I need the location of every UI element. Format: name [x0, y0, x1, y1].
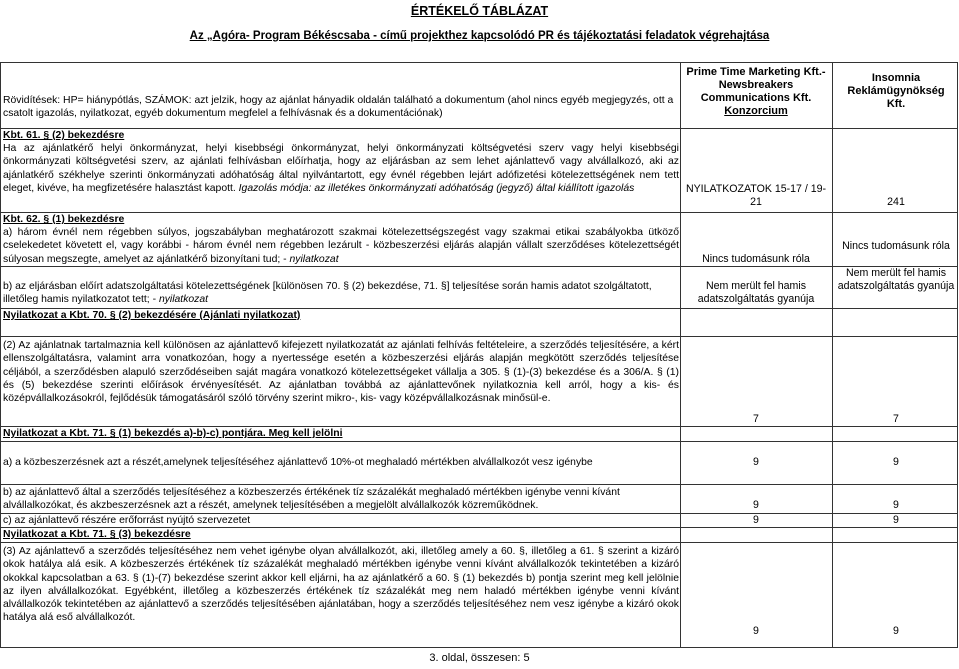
cell-value-bidder-2: 9 — [893, 499, 899, 511]
cell-value-bidder-2: 7 — [893, 413, 899, 425]
column-header-bidder-1: Prime Time Marketing Kft.- Newsbreakers Communications Kft. Konzorcium — [686, 66, 826, 117]
page-footer: 3. oldal, összesen: 5 — [429, 652, 530, 664]
table-row-text: b) az ajánlattevő által a szerződés teljesítéséhez a közbeszerzés értékének tíz százalékát meghaladó mértékben igénybe venni kívánt alvállalkozókat, és akzbeszerzésnek azt a részét, amelynek teljesítésében a megjelölt alvállalkozók közreműködnek. — [3, 487, 620, 512]
section-label: Nyilatkozat a Kbt. 70. § (2) bekezdésére (Ajánlati nyilatkozat) — [3, 310, 301, 321]
cell-value-bidder-2: Nem merült fel hamis adatszolgáltatás gyanúja — [837, 267, 955, 292]
cell-value-bidder-2: 241 — [887, 196, 905, 208]
section-label: Kbt. 61. § (2) bekezdésre — [3, 130, 125, 141]
cell-value-bidder-1: 9 — [753, 625, 759, 637]
table-row-text: a) a közbeszerzésnek azt a részét,amelynek teljesítéséhez ajánlattevő 10%-ot meghaladó mértékben alvállalkozót vesz igénybe — [3, 457, 593, 468]
row-divider — [0, 542, 958, 543]
cell-value-bidder-1: 9 — [753, 456, 759, 468]
section-label: Kbt. 62. § (1) bekezdésre — [3, 214, 125, 225]
row-divider — [0, 266, 958, 267]
table-row-text: c) az ajánlattevő részére erőforrást nyújtó szervezetet — [3, 515, 251, 526]
cell-value-bidder-2: 9 — [893, 625, 899, 637]
document-subtitle: Az „Agóra- Program Békéscsaba - című projekthez kapcsolódó PR és tájékoztatási feladatok végrehajtása — [189, 30, 770, 42]
table-border-bottom — [0, 647, 958, 648]
table-border-top — [0, 62, 958, 63]
table-row-text: (2) Az ajánlatnak tartalmaznia kell különösen az ajánlattevő kifejezett nyilatkozatát az ajánlati felhívás feltételeire, a szerződés teljesítésére, a kért ellenszolgáltatásra, valamint arra vonatkozóan, hogy a nyertessége esetén a közbeszerzési eljárás alapján megkötött szerződés teljesítése céljából, a szerződésben alapuló szerződéseiben saját magára vonatkozó kötelezettségeket vállalja a 305. § (1)-(3) bekezdése és a 306/A. § (1) és (5) bekezdése szerinti előírások érvényesítését. Az ajánlatban továbbá az ajánlattevőnek nyilatkoznia kell arról, hogy a kis- és középvállalkozásokról, fejlődésük támogatásáról szóló törvény szerint mikro-, kis- vagy középvállalkozásnak minősül-e. — [3, 340, 679, 405]
table-border-right — [957, 62, 958, 647]
table-row-text: b) az eljárásban előírt adatszolgáltatási kötelezettségének [különösen 70. § (2) bekezdése, 71. §] teljesítése során hamis adatot szolgáltatott, illetőleg hamis nyilatkozatot tett; - nyilatkozat — [3, 281, 652, 306]
column-divider-2 — [832, 62, 833, 647]
row-divider — [0, 441, 958, 442]
row-divider — [0, 336, 958, 337]
cell-value-bidder-1: NYILATKOZATOK 15-17 / 19-21 — [685, 183, 827, 208]
cell-value-bidder-1: 7 — [753, 413, 759, 425]
column-header-bidder-2: Insomnia Reklámügynökség Kft. — [847, 72, 945, 110]
table-row-text: Ha az ajánlatkérő helyi önkormányzat, helyi kisebbségi önkormányzat, helyi önkormányzati költségvetési szerv vagy helyi kisebbségi önkormányzati költségvetési szerv, az ajánlati felhívásban előírhatja, hogy az eljárásban az sem lehet ajánlattevő vagy alvállalkozó, aki az ajánlatkérő székhelye szerinti önkormányzati adóhatóság által nyilvántartott, egy évnél régebben lejárt adófizetési kötelezettségének nem tett eleget, kivéve, ha megfizetésére halasztást kapott. Igazolás módja: az illetékes önkormányzati adóhatóság (jegyző) által kiállított igazolás — [3, 143, 679, 194]
row-divider — [0, 484, 958, 485]
cell-value-bidder-2: 9 — [893, 514, 899, 526]
section-label: Nyilatkozat a Kbt. 71. § (3) bekezdésre — [3, 529, 191, 540]
document-title: ÉRTÉKELŐ TÁBLÁZAT — [410, 4, 549, 18]
cell-value-bidder-2: 9 — [893, 456, 899, 468]
column-divider-1 — [680, 62, 681, 647]
cell-value-bidder-1: 9 — [753, 514, 759, 526]
cell-value-bidder-1: Nincs tudomásunk róla — [702, 253, 810, 265]
table-border-left — [0, 62, 1, 647]
cell-value-bidder-1: Nem merült fel hamis adatszolgáltatás gyanúja — [697, 280, 815, 305]
section-label: Nyilatkozat a Kbt. 71. § (1) bekezdés a)-b)-c) pontjára. Meg kell jelölni — [3, 428, 343, 439]
table-row-text: a) három évnél nem régebben súlyos, jogszabályban meghatározott szakmai kötelezettségszegést vagy szakmai etikai szabályokba ütköző cselekedetet követett el, vagy korábbi - három évnél nem régebben lezárult - közbeszerzési eljárás alapján vállalt szerződéses kötelezettségét súlyosan megszegte, amelyet az ajánlatkérő bizonyítani tud; - nyilatkozat — [3, 227, 679, 265]
cell-value-bidder-1: 9 — [753, 499, 759, 511]
cell-value-bidder-2: Nincs tudomásunk róla — [842, 240, 950, 252]
abbreviations-note: Rövidítések: HP= hiánypótlás, SZÁMOK: azt jelzik, hogy az ajánlat hányadik oldalán található a dokumentum (ahol nincs egyéb megjegyzés, ott a csatolt igazolás, nyilatkozat, egyéb dokumentum megfelel a felhívásnak és a dokumentációnak) — [3, 95, 674, 120]
table-row-text: (3) Az ajánlattevő a szerződés teljesítéséhez nem vehet igénybe olyan alvállalkozót, aki, illetőleg amely a 60. §, illetőleg a 61. § szerint a kizáró okok hatálya alá esik. A közbeszerzés értékének tíz százalékát meghaladó mértékben igénybe venni kívánt alvállalkozók tekintetében a kizáró okokkal kapcsolatban a 63. § (1)-(7) bekezdése szerint akkor kell eljárni, ha az ajánlatkérő a 60. § (1) bekezdés b) pontja szerint meg kell jelölnie az ilyen alvállalkozókat. Egyébként, illetőleg a közbeszerzés értékének tíz százalékát meg nem haladó mértékben igénybe venni kívánt alvállalkozók tekintetében az ajánlattevő a szerződés teljesítésében ajánlatában, hogy a szerződés teljesítéséhez nem vesz igénybe a kizáró okok hatálya alá eső alvállalkozót. — [3, 546, 679, 624]
